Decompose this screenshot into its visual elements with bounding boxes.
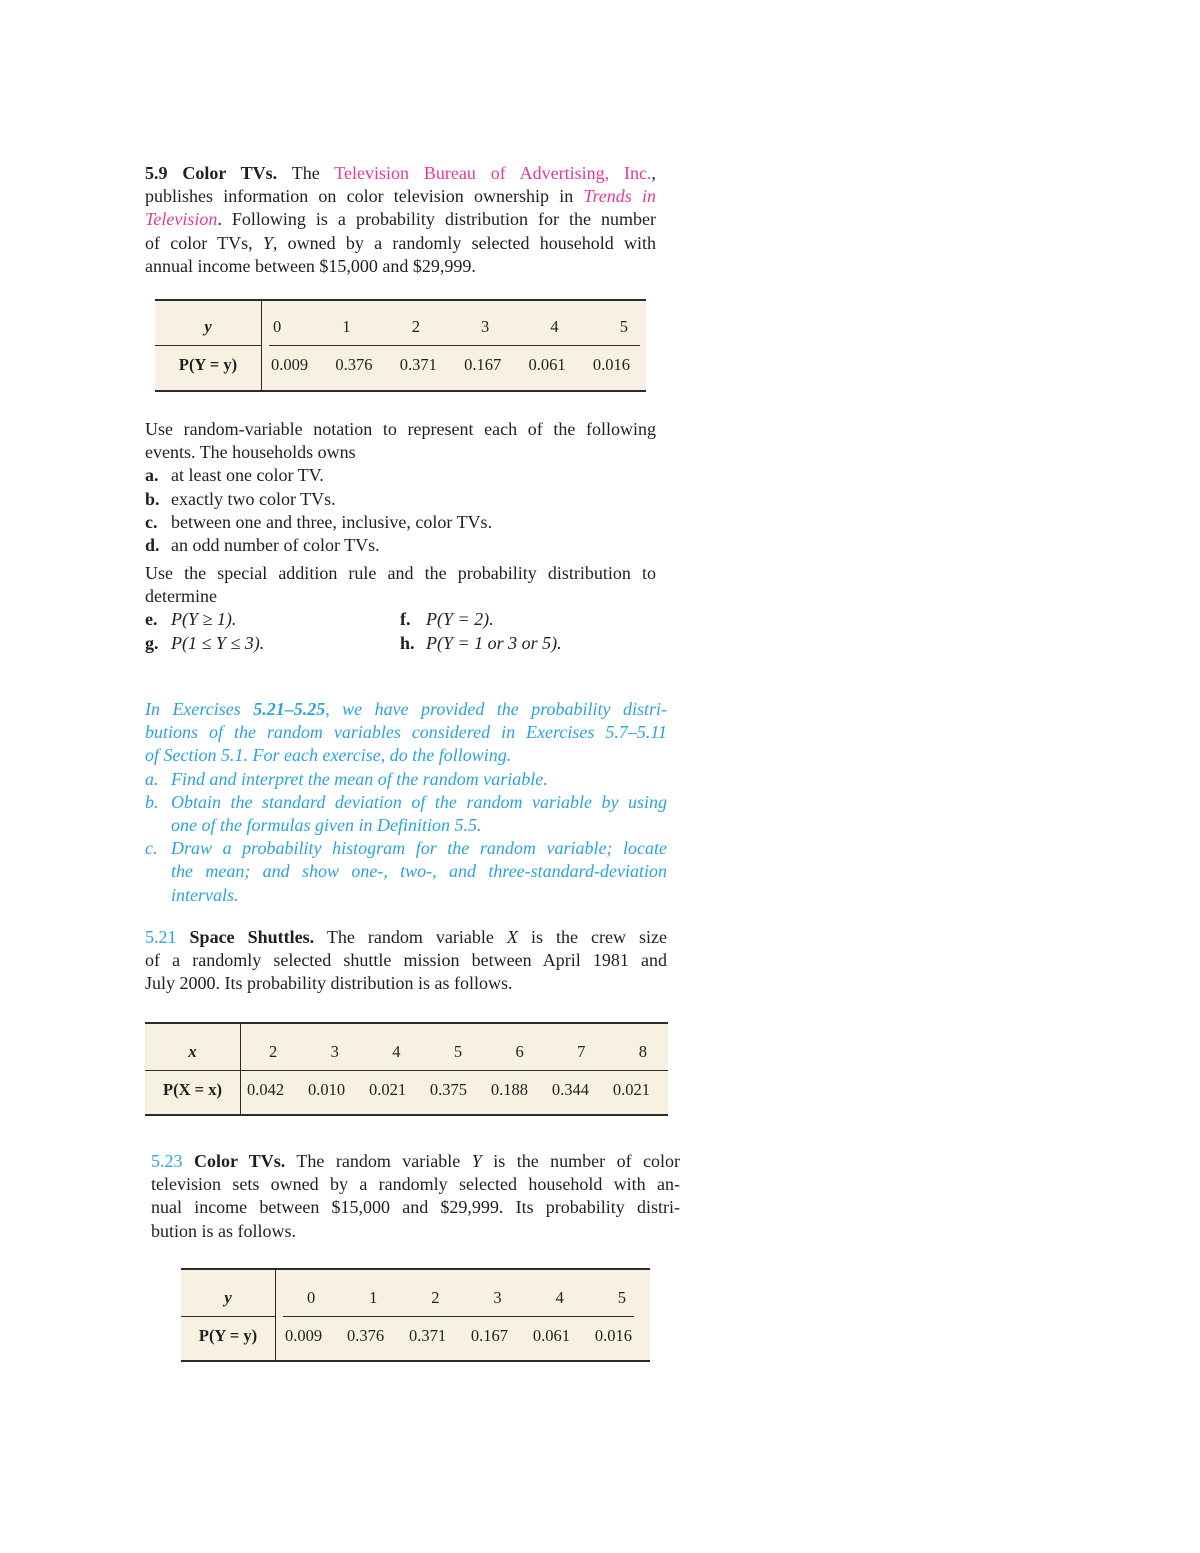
part-h: h. P(Y = 1 or 3 or 5). (400, 632, 562, 653)
table-prob: 0.009 (285, 1326, 323, 1345)
table-prob: 0.376 (335, 355, 373, 374)
table-value: 7 (577, 1042, 586, 1061)
table-prob: 0.371 (399, 355, 437, 374)
organization-name: Television Bureau of Advertising, Inc. (334, 163, 652, 183)
table-value: 0 (307, 1288, 316, 1307)
table-prob: 0.188 (490, 1080, 528, 1099)
table-prob: 0.010 (307, 1080, 346, 1099)
table-prob: 0.021 (612, 1080, 650, 1099)
table-rule (269, 345, 640, 346)
table-prob: 0.371 (408, 1326, 447, 1345)
table-rule (181, 1316, 275, 1317)
exercise-5-9-questions: Use random-variable notation to represent each of the following events. The households owns a. at least one color TV. b. exactly two color TVs. c. between one and three, inclusive, color TVs. d. an odd number of color TVs. (145, 418, 656, 557)
exercise-number: 5.9 (145, 163, 168, 183)
instruction-c: c. Draw a probability histogram for the random variable; locate the mean; and show one-, two-, and three-standard-deviation intervals. (145, 838, 667, 905)
table-value: 8 (638, 1042, 647, 1061)
table-prob-label: P(X = x) (163, 1080, 222, 1099)
table-value: 3 (493, 1288, 502, 1307)
table-prob: 0.167 (470, 1326, 509, 1345)
table-values-row (307, 1288, 626, 1308)
exercise-5-9-parts: Use the special addition rule and the probability distribution to determine e. P(Y ≥ 1). f. P(Y = 2). g. P(1 ≤ Y ≤ 3). h. P(Y = 1 or 3 or 5). (145, 562, 656, 655)
table-values-row (273, 317, 628, 337)
question-b: b. exactly two color TVs. (145, 488, 336, 509)
table-value: 4 (555, 1288, 564, 1307)
table-value: 4 (550, 317, 559, 336)
table-value: 5 (617, 1288, 626, 1307)
exercise-5-9-line-1: 5.9 Color TVs. The Television Bureau of Advertising, Inc., (145, 163, 656, 183)
table-prob: 0.375 (429, 1080, 468, 1099)
exercise-range: 5.21–5.25 (253, 699, 326, 719)
table-prob: 0.016 (592, 355, 630, 374)
exercise-5-21: 5.21 Space Shuttles. The random variable X is the crew size of a randomly selected shuttle mission between April 1981 and July 2000. Its probability distribution is as follows. (145, 927, 668, 994)
table-value: 1 (342, 317, 351, 336)
table-prob: 0.009 (271, 355, 309, 374)
exercise-title: Color TVs. (193, 1151, 286, 1171)
table-divider (275, 1270, 276, 1360)
table-divider (240, 1024, 241, 1114)
table-divider (261, 301, 262, 390)
table-prob: 0.042 (247, 1080, 285, 1099)
table-prob-row (285, 1326, 632, 1346)
instruction-b: b. Obtain the standard deviation of the random variable by using one of the formulas given in Definition 5.5. (145, 791, 667, 836)
exercise-number: 5.21 (145, 927, 177, 947)
exercise-instructions: In Exercises 5.21–5.25, we have provided the probability distri- butions of the random variables considered in Exercises 5.7–5.11 of Section 5.1. For each exercise, do the following. a. Find and interpret the mean of the random variable. b. Obtain the standard deviation of the random variable by using one of the formulas given in Definition 5.5. c. Draw a probability histogram for the random variable; locate the mean; and show one-, two-, and three-standard-deviation intervals. (145, 698, 667, 907)
part-e: e. P(Y ≥ 1). (145, 609, 237, 630)
table-value: 5 (453, 1042, 463, 1061)
table-prob-row (247, 1080, 650, 1100)
table-prob: 0.061 (528, 355, 566, 374)
table-value: 6 (515, 1042, 524, 1061)
table-value: 0 (273, 317, 282, 336)
table-prob: 0.167 (464, 355, 502, 374)
table-prob-label: P(Y = y) (178, 355, 238, 374)
table-prob: 0.344 (551, 1080, 589, 1099)
exercise-number: 5.23 (151, 1151, 183, 1171)
publication-name-cont: Television (145, 209, 218, 230)
table-value: 4 (392, 1042, 401, 1061)
table-prob: 0.016 (594, 1326, 632, 1345)
probability-table-5-9 (155, 299, 646, 392)
table-value: 3 (481, 317, 490, 336)
table-variable-header: y (224, 1288, 232, 1307)
table-rule (283, 1316, 634, 1317)
table-variable-header: x (188, 1042, 197, 1061)
exercise-5-9: 5.9 Color TVs. The Television Bureau of Advertising, Inc., publishes information on color television ownership in Trends in Television. Following is a probability distribution for the number of color TVs, Y, owned by a randomly selected household with annual income between $15,000 and $29,999. (145, 163, 657, 276)
table-value: 2 (269, 1042, 278, 1061)
exercise-title: Color TVs. (182, 163, 278, 183)
table-prob-label: P(Y = y) (198, 1326, 258, 1345)
table-variable-header: y (204, 317, 212, 336)
exercise-title: Space Shuttles. (189, 927, 315, 947)
part-f: f. P(Y = 2). (400, 609, 494, 630)
probability-table-5-21 (145, 1022, 668, 1116)
exercise-5-23: 5.23 Color TVs. The random variable Y is the number of color television sets owned by a randomly selected household with an- nual income between $15,000 and $29,999. Its probability distri- bution is as follows. (151, 1151, 681, 1241)
table-value: 2 (431, 1288, 440, 1307)
question-d: d. an odd number of color TVs. (145, 535, 380, 556)
table-value: 3 (330, 1042, 339, 1061)
publication-name: Trends in (583, 186, 656, 207)
table-values-row (269, 1042, 647, 1062)
table-value: 1 (369, 1288, 378, 1307)
question-a: a. at least one color TV. (145, 465, 324, 486)
table-value: 2 (411, 317, 420, 336)
table-prob: 0.021 (368, 1080, 407, 1099)
table-value: 5 (619, 317, 628, 336)
question-c: c. between one and three, inclusive, color TVs. (145, 511, 493, 532)
part-g: g. P(1 ≤ Y ≤ 3). (145, 632, 265, 653)
probability-table-5-23 (181, 1268, 650, 1362)
table-rule (155, 345, 261, 346)
table-prob: 0.376 (346, 1326, 385, 1345)
table-rule (145, 1070, 668, 1071)
instruction-a: a. Find and interpret the mean of the random variable. (145, 768, 548, 789)
table-prob: 0.061 (532, 1326, 570, 1345)
